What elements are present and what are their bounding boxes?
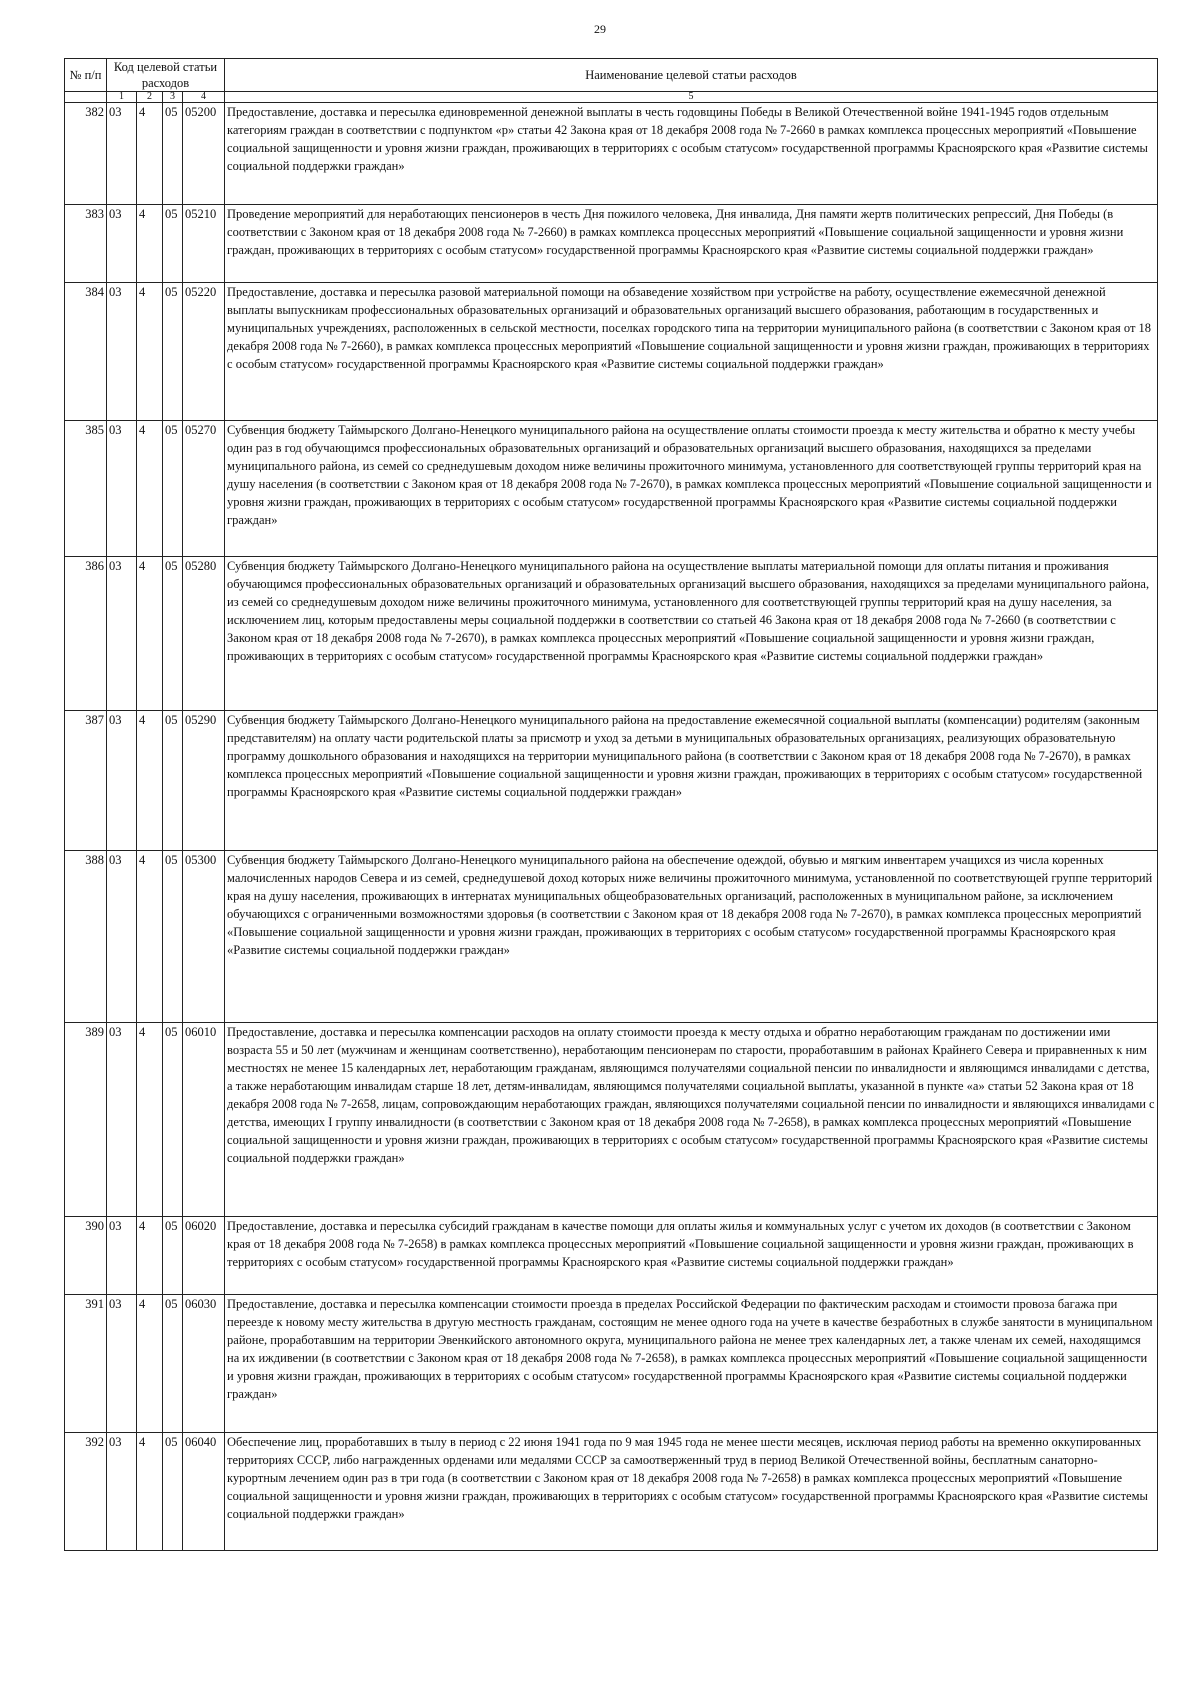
code-part-3: 05 [163, 205, 183, 283]
code-part-3: 05 [163, 1023, 183, 1217]
item-description: Проведение мероприятий для неработающих пенсионеров в честь Дня пожилого человека, Дня инвалида, Дня памяти жертв политических репрессий, Дня Победы (в соответствии с Законом края от 18 декабря 2008 года № 7-2660) в рамках комплекса процессных мероприятий «Повышение социальной защищенности и уровня жизни граждан, проживающих в территориях с особым статусом» государственной программы Красноярского края «Развитие системы социальной поддержки граждан» [225, 205, 1158, 283]
item-description: Субвенция бюджету Таймырского Долгано-Ненецкого муниципального района на обеспечение одеждой, обувью и мягким инвентарем учащихся из числа коренных малочисленных народов Севера и из семей, среднедушевой доход которых ниже величины прожиточного минимума, установленной по соответствующей группе территорий края на душу населения, проживающих в интернатах муниципальных общеобразовательных организаций, расположенных в муниципальном районе, за исключением обучающихся с ограниченными возможностями здоровья (в соответствии с Законом края от 18 декабря 2008 года № 7-2670), в рамках комплекса процессных мероприятий «Повышение социальной защищенности и уровня жизни граждан, проживающих в территориях с особым статусом» государственной программы Красноярского края «Развитие системы социальной поддержки граждан» [225, 851, 1158, 1023]
code-part-4: 05280 [183, 557, 225, 711]
table-row [65, 1295, 1158, 1433]
code-part-3: 05 [163, 1295, 183, 1433]
code-part-1: 03 [107, 557, 137, 711]
code-part-3: 05 [163, 421, 183, 557]
code-part-1: 03 [107, 1023, 137, 1217]
code-part-2: 4 [137, 421, 163, 557]
code-part-4: 05220 [183, 283, 225, 421]
table-row [65, 851, 1158, 1023]
header-code: Код целевой статьи расходов [107, 59, 225, 92]
code-part-4: 05200 [183, 103, 225, 205]
code-part-2: 4 [137, 1295, 163, 1433]
code-part-3: 05 [163, 1217, 183, 1295]
header-no: № п/п [65, 59, 107, 92]
item-description: Предоставление, доставка и пересылка компенсации стоимости проезда в пределах Российской Федерации по фактическим расходам и стоимости провоза багажа при переезде к новому месту жительства в другую местность гражданам, состоящим не менее одного года на учете в качестве безработных в службе занятости в муниципальном районе, проработавшим на территории Эвенкийского автономного округа, муниципального района не менее трех календарных лет, а также членам их семей, находящимся на их иждивении (в соответствии с Законом края от 18 декабря 2008 года № 7-2658), в рамках комплекса процессных мероприятий «Повышение социальной защищенности и уровня жизни граждан, проживающих в территориях с особым статусом» государственной программы Красноярского края «Развитие системы социальной поддержки граждан» [225, 1295, 1158, 1433]
code-part-4: 06020 [183, 1217, 225, 1295]
col-number-2: 2 [137, 92, 163, 103]
row-number: 387 [65, 711, 107, 851]
code-part-4: 06040 [183, 1433, 225, 1551]
code-part-2: 4 [137, 103, 163, 205]
header-name: Наименование целевой статьи расходов [225, 59, 1158, 92]
code-part-1: 03 [107, 205, 137, 283]
code-part-2: 4 [137, 851, 163, 1023]
item-description: Субвенция бюджету Таймырского Долгано-Ненецкого муниципального района на предоставление ежемесячной социальной выплаты (компенсации) родителям (законным представителям) на оплату части родительской платы за присмотр и уход за детьми в муниципальных образовательных организациях, реализующих образовательную программу дошкольного образования и находящихся на территории муниципального района (в соответствии с Законом края от 18 декабря 2008 года № 7-2670), в рамках комплекса процессных мероприятий «Повышение социальной защищенности и уровня жизни граждан, проживающих в территориях с особым статусом» государственной программы Красноярского края «Развитие системы социальной поддержки граждан» [225, 711, 1158, 851]
target-items-table [64, 58, 1158, 1551]
code-part-2: 4 [137, 1433, 163, 1551]
code-part-4: 05300 [183, 851, 225, 1023]
code-part-2: 4 [137, 283, 163, 421]
code-part-3: 05 [163, 103, 183, 205]
code-part-1: 03 [107, 283, 137, 421]
page-number: 29 [594, 22, 606, 36]
item-description: Субвенция бюджету Таймырского Долгано-Ненецкого муниципального района на осуществление выплаты материальной помощи для оплаты питания и проживания обучающимся профессиональных образовательных организаций и образовательных организаций высшего образования, находящихся за пределами муниципального района, из семей со среднедушевым доходом ниже величины прожиточного минимума, установленного для соответствующей группы территорий края на душу населения, за исключением лиц, которым предоставлены меры социальной поддержки в соответствии со статьей 46 Закона края от 18 декабря 2008 года № 7-2660 (в соответствии с Законом края от 18 декабря 2008 года № 7-2670), в рамках комплекса процессных мероприятий «Повышение социальной защищенности и уровня жизни граждан, проживающих в территориях с особым статусом» государственной программы Красноярского края «Развитие системы социальной поддержки граждан» [225, 557, 1158, 711]
table-row [65, 711, 1158, 851]
code-part-2: 4 [137, 711, 163, 851]
code-part-3: 05 [163, 283, 183, 421]
code-part-1: 03 [107, 1217, 137, 1295]
row-number: 388 [65, 851, 107, 1023]
code-part-3: 05 [163, 557, 183, 711]
item-description: Предоставление, доставка и пересылка субсидий гражданам в качестве помощи для оплаты жилья и коммунальных услуг с учетом их доходов (в соответствии с Законом края от 18 декабря 2008 года № 7-2658) в рамках комплекса процессных мероприятий «Повышение социальной защищенности и уровня жизни граждан, проживающих в территориях с особым статусом» государственной программы Красноярского края «Развитие системы социальной поддержки граждан» [225, 1217, 1158, 1295]
code-part-1: 03 [107, 1295, 137, 1433]
row-number: 385 [65, 421, 107, 557]
table-row [65, 557, 1158, 711]
row-number: 386 [65, 557, 107, 711]
row-number: 390 [65, 1217, 107, 1295]
code-part-1: 03 [107, 103, 137, 205]
row-number: 392 [65, 1433, 107, 1551]
item-description: Предоставление, доставка и пересылка разовой материальной помощи на обзаведение хозяйством при устройстве на работу, осуществление ежемесячной денежной выплаты выпускникам профессиональных образовательных организаций и образовательных организаций высшего образования, работающим в государственных и муниципальных учреждениях, расположенных в сельской местности, поселках городского типа на территории муниципального района (в соответствии с Законом края от 18 декабря 2008 года № 7-2660), в рамках комплекса процессных мероприятий «Повышение социальной защищенности и уровня жизни граждан, проживающих в территориях с особым статусом» государственной программы Красноярского края «Развитие системы социальной поддержки граждан» [225, 283, 1158, 421]
code-part-3: 05 [163, 1433, 183, 1551]
row-number: 391 [65, 1295, 107, 1433]
code-part-2: 4 [137, 1217, 163, 1295]
code-part-2: 4 [137, 1023, 163, 1217]
table-row [65, 1433, 1158, 1551]
table-row [65, 421, 1158, 557]
col-number-3: 3 [163, 92, 183, 103]
col-number-5: 5 [225, 92, 1158, 103]
table-row [65, 1023, 1158, 1217]
code-part-3: 05 [163, 851, 183, 1023]
table-row [65, 283, 1158, 421]
column-number-row [65, 92, 1158, 103]
item-description: Обеспечение лиц, проработавших в тылу в период с 22 июня 1941 года по 9 мая 1945 года не менее шести месяцев, исключая период работы на временно оккупированных территориях СССР, либо награжденных орденами или медалями СССР за самоотверженный труд в период Великой Отечественной войны, бесплатным санаторно-курортным лечением один раз в три года (в соответствии с Законом края от 18 декабря 2008 года № 7-2658) в рамках комплекса процессных мероприятий «Повышение социальной защищенности и уровня жизни граждан, проживающих в территориях с особым статусом» государственной программы Красноярского края «Развитие системы социальной поддержки граждан» [225, 1433, 1158, 1551]
col-number-1: 1 [107, 92, 137, 103]
code-part-4: 06030 [183, 1295, 225, 1433]
code-part-2: 4 [137, 557, 163, 711]
row-number: 389 [65, 1023, 107, 1217]
code-part-1: 03 [107, 851, 137, 1023]
col-number-1 [65, 92, 107, 103]
code-part-2: 4 [137, 205, 163, 283]
item-description: Предоставление, доставка и пересылка единовременной денежной выплаты в честь годовщины Победы в Великой Отечественной войне 1941-1945 годов отдельным категориям граждан в соответствии с подпунктом «р» статьи 42 Закона края от 18 декабря 2008 года № 7-2660 в рамках комплекса процессных мероприятий «Повышение социальной защищенности и уровня жизни граждан, проживающих в территориях с особым статусом» государственной программы Красноярского края «Развитие системы социальной поддержки граждан» [225, 103, 1158, 205]
table-row [65, 103, 1158, 205]
item-description: Предоставление, доставка и пересылка компенсации расходов на оплату стоимости проезда к месту отдыха и обратно неработающим гражданам по достижении ими возраста 55 и 50 лет (мужчинам и женщинам соответственно), неработающим пенсионерам по старости, проработавшим в районах Крайнего Севера и приравненных к ним местностях не менее 15 календарных лет, неработающим гражданам, являющимся получателями социальной пенсии по инвалидности и являющимся инвалидами с детства, а также неработающим инвалидам старше 18 лет, детям-инвалидам, являющимся получателями социальной выплаты, указанной в пункте «а» статьи 52 Закона края от 18 декабря 2008 года № 7-2658, лицам, сопровождающим неработающих граждан, являющихся получателями социальной пенсии по инвалидности и являющихся инвалидами с детства, имеющих I группу инвалидности (в соответствии с Законом края от 18 декабря 2008 года № 7-2658), в рамках комплекса процессных мероприятий «Повышение социальной защищенности и уровня жизни граждан, проживающих в территориях с особым статусом» государственной программы Красноярского края «Развитие системы социальной поддержки граждан» [225, 1023, 1158, 1217]
item-description: Субвенция бюджету Таймырского Долгано-Ненецкого муниципального района на осуществление оплаты стоимости проезда к месту жительства и обратно к месту учебы один раз в год обучающимся профессиональных образовательных организаций и образовательных организаций высшего образования, находящихся за пределами муниципального района, из семей со среднедушевым доходом ниже величины прожиточного минимума, установленного для соответствующей группы территорий края на душу населения (в соответствии с Законом края от 18 декабря 2008 года № 7-2670), в рамках комплекса процессных мероприятий «Повышение социальной защищенности и уровня жизни граждан, проживающих в территориях с особым статусом» государственной программы Красноярского края «Развитие системы социальной поддержки граждан» [225, 421, 1158, 557]
row-number: 383 [65, 205, 107, 283]
code-part-1: 03 [107, 421, 137, 557]
row-number: 384 [65, 283, 107, 421]
row-number: 382 [65, 103, 107, 205]
header-row [65, 59, 1158, 92]
table-row [65, 205, 1158, 283]
code-part-1: 03 [107, 711, 137, 851]
code-part-3: 05 [163, 711, 183, 851]
code-part-1: 03 [107, 1433, 137, 1551]
code-part-4: 05270 [183, 421, 225, 557]
code-part-4: 05210 [183, 205, 225, 283]
code-part-4: 06010 [183, 1023, 225, 1217]
col-number-4: 4 [183, 92, 225, 103]
table-row [65, 1217, 1158, 1295]
code-part-4: 05290 [183, 711, 225, 851]
